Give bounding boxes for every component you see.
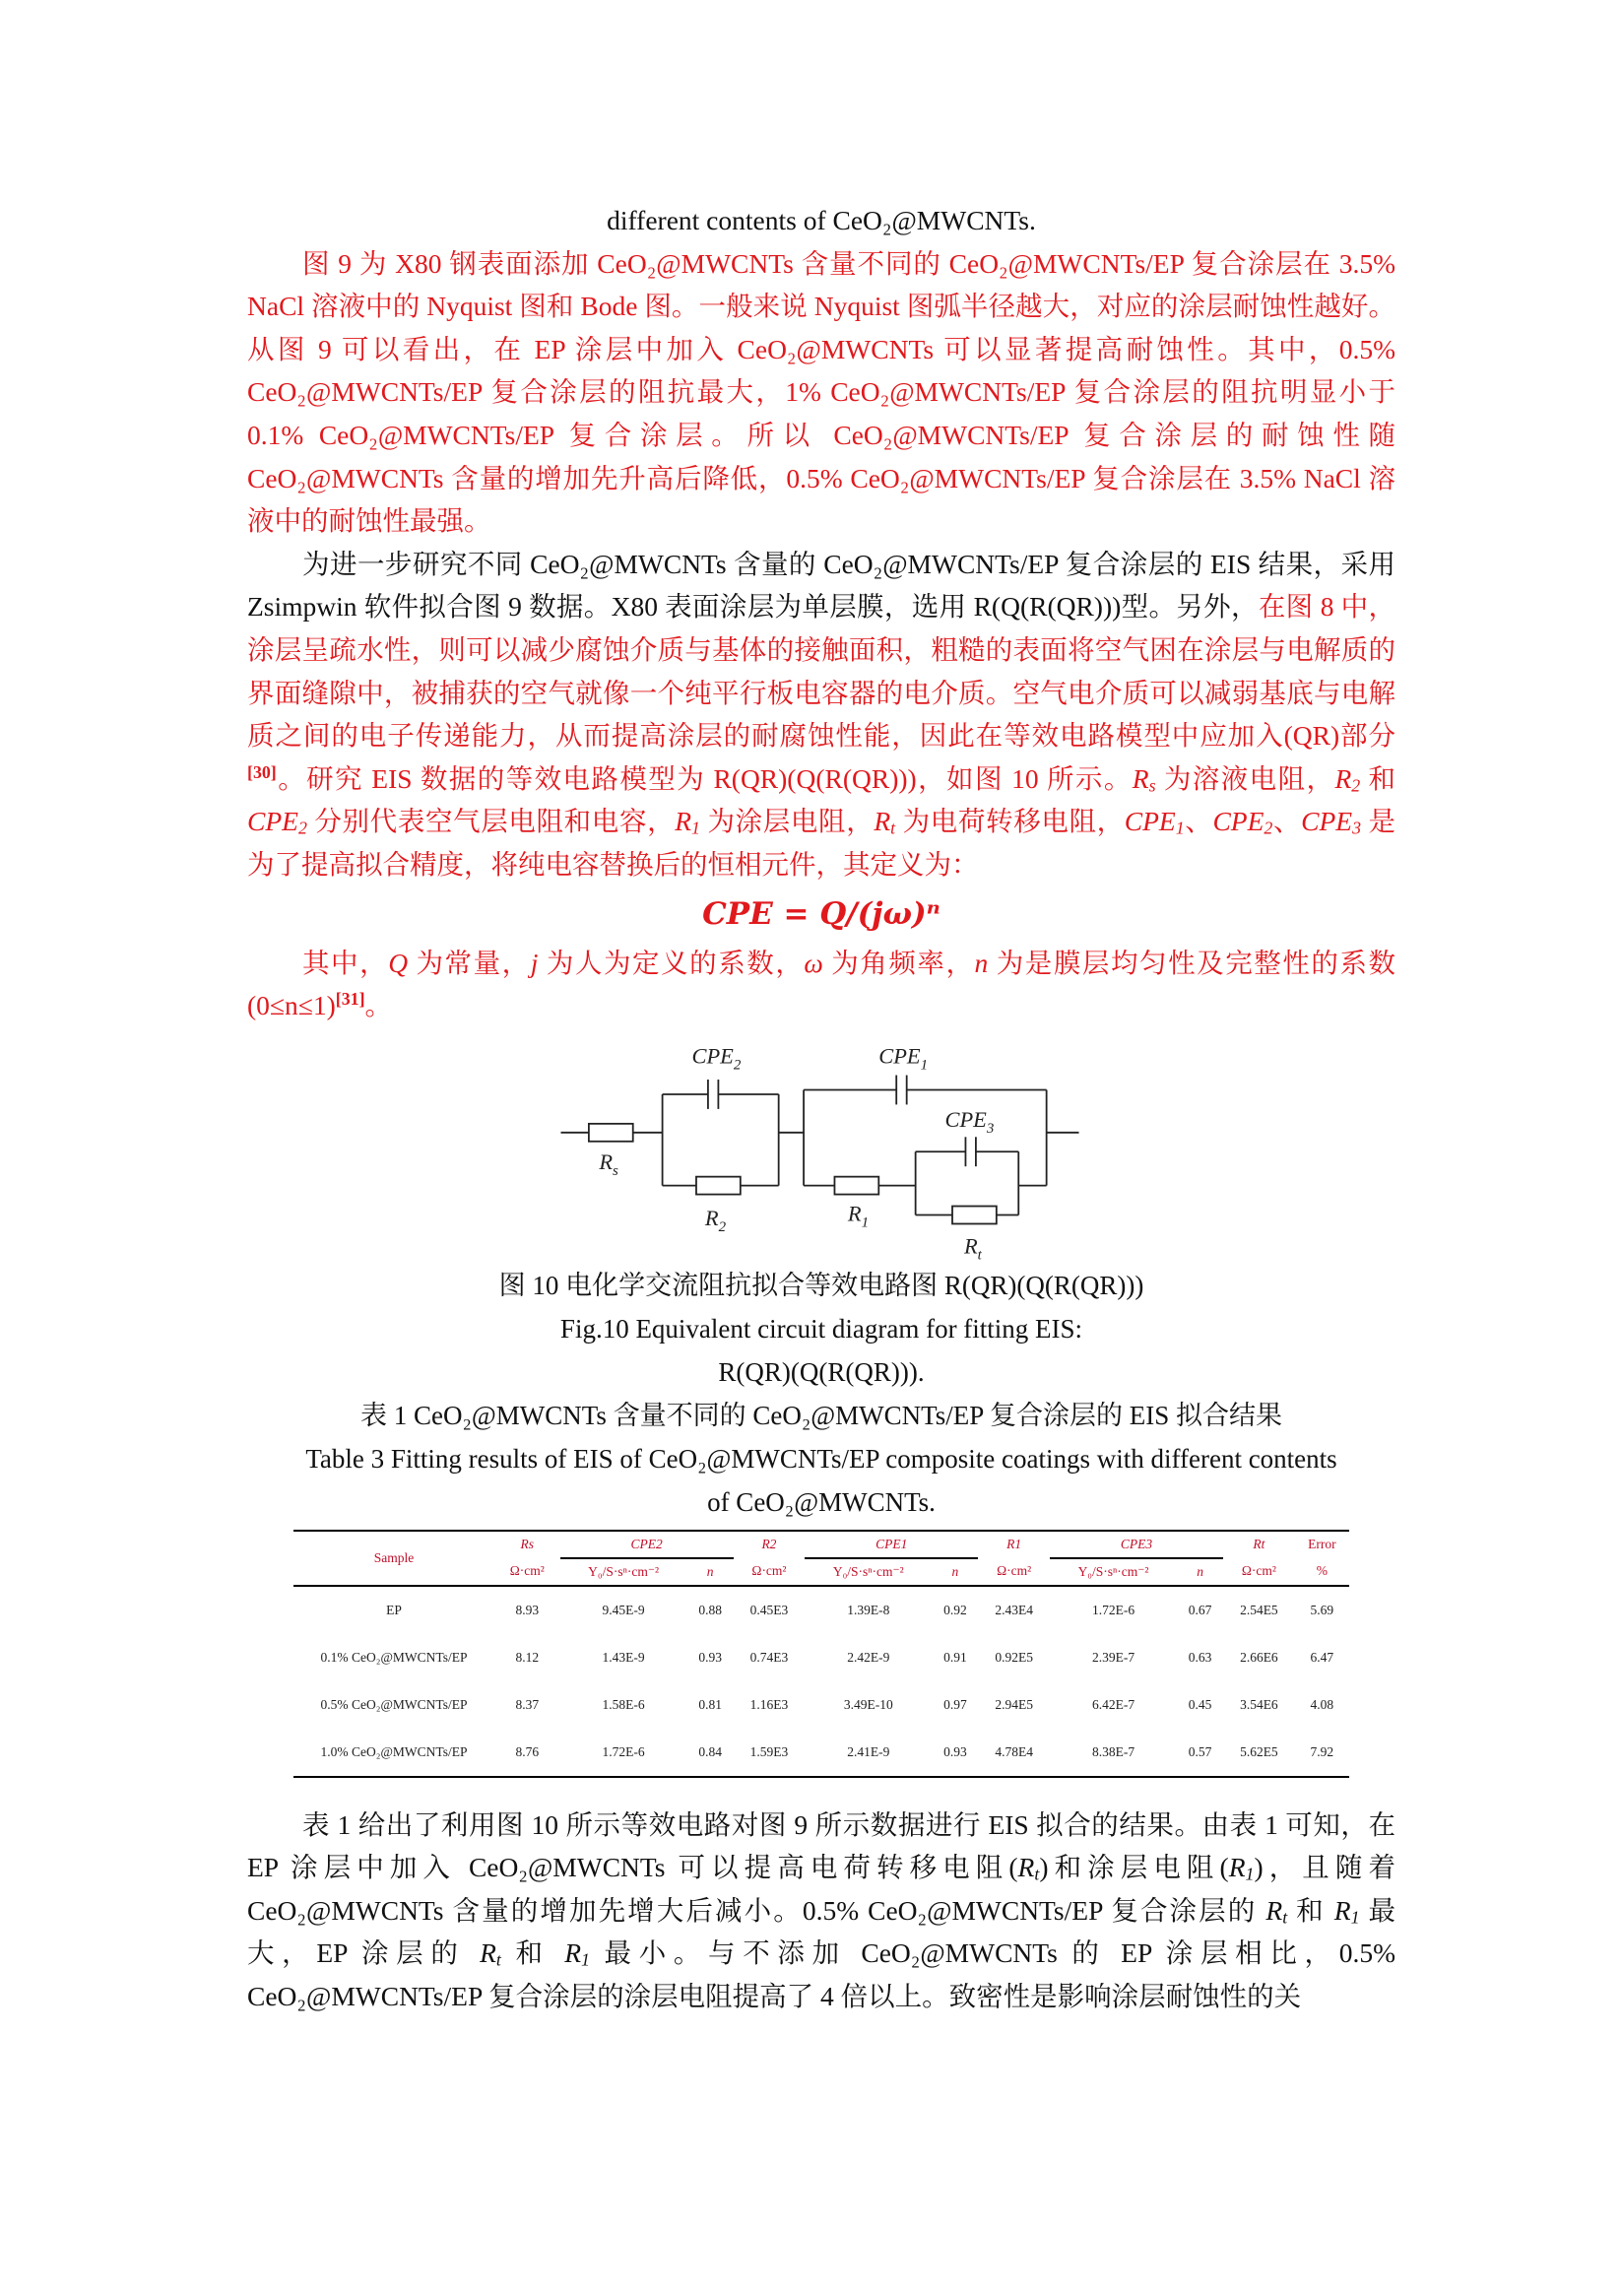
- text-run: 为涂层电阻，: [699, 806, 875, 837]
- text-run: 为电荷转移电阻，: [895, 806, 1125, 837]
- table-row: [293, 1729, 1349, 1777]
- header-sample: Sample: [293, 1531, 494, 1586]
- text-run: 为进一步研究不同 CeO₂@MWCNTs 含量的 CeO₂@MWCNTs/EP 复合涂层的 EIS 结果，采用 Zsimpwin 软件拟合图 9 数据。X80 表面涂层为单层膜，选用 R(Q(R(QR)))型。另外，: [247, 548, 1395, 623]
- header-cpe3: CPE3: [1050, 1531, 1223, 1558]
- value-cell: 0.84: [687, 1729, 734, 1777]
- unit-header: Ω·cm²: [1223, 1558, 1295, 1586]
- text-run: 为溶液电阻，: [1155, 762, 1335, 794]
- text-run: R: [874, 806, 891, 837]
- citation: [31]: [335, 989, 365, 1010]
- text-run: 1: [691, 818, 700, 838]
- text-run: j: [530, 947, 539, 978]
- eis-fitting-table: [293, 1530, 1349, 1778]
- value-cell: 2.39E-7: [1091, 1649, 1135, 1665]
- value-cell: 1.16E3: [749, 1696, 789, 1712]
- value-cell: 7.92: [1295, 1729, 1349, 1777]
- text-run: R: [1265, 1894, 1283, 1926]
- value-cell: 2.43E4: [995, 1602, 1033, 1617]
- text-run: 图 9 为 X80 钢表面添加 CeO₂@MWCNTs 含量不同的 CeO₂@MWCNTs/EP 复合涂层在 3.5% NaCl 溶液中的 Nyquist 图和 Bode 图。一般来说 Nyquist 图弧半径越大，对应的涂层耐蚀性越好。从图 9 可以看出，在 EP 涂层中加入 CeO₂@MWCNTs 可以显著提高耐蚀性。其中，0.5% CeO₂@MWCNTs/EP 复合涂层的阻抗最大，1% CeO₂@MWCNTs/EP 复合涂层的阻抗明显小于 0.1% CeO₂@MWCNTs/EP 复合涂层。所以 CeO₂@MWCNTs/EP 复合涂层的耐蚀性随 CeO₂@MWCNTs 含量的增加先升高后降低，0.5% CeO₂@MWCNTs/EP 复合涂层在 3.5% NaCl 溶液中的耐蚀性最强。: [247, 247, 1395, 537]
- text-run: R: [1017, 1852, 1035, 1883]
- text-run: )和涂层电阻(: [1039, 1852, 1229, 1883]
- text-run: 为常量，: [408, 947, 531, 978]
- value-cell: 1.39E-8: [847, 1602, 890, 1617]
- value-cell: 3.49E-10: [843, 1696, 893, 1712]
- header-r1: R1: [1006, 1537, 1022, 1552]
- value-cell: 2.94E5: [995, 1696, 1033, 1712]
- figure-caption-en: Fig.10 Equivalent circuit diagram for fitting EIS:: [559, 1313, 1083, 1344]
- header-error: Error: [1308, 1537, 1336, 1552]
- text-run: CPE: [1301, 806, 1353, 837]
- text-run: 2: [1351, 775, 1361, 796]
- text-run: CPE: [1212, 806, 1264, 837]
- text-run: R: [564, 1937, 582, 1969]
- value-cell: 0.92E5: [995, 1649, 1033, 1665]
- label-rs: $R_s$: [599, 1148, 618, 1179]
- header-r2: R2: [761, 1537, 777, 1552]
- value-cell: 0.57: [1177, 1729, 1223, 1777]
- document-page: [247, 199, 1395, 2018]
- text-run: 。研究 EIS 数据的等效电路模型为 R(QR)(Q(R(QR)))，如图 10 所示。: [276, 762, 1133, 794]
- value-cell: 8.76: [494, 1729, 560, 1777]
- value-cell: 8.93: [515, 1602, 540, 1617]
- value-cell: 2.41E-9: [805, 1729, 932, 1777]
- text-run: 。: [364, 990, 393, 1021]
- value-cell: 4.08: [1310, 1696, 1334, 1712]
- paragraph-definitions: [247, 942, 1395, 1027]
- value-cell: 1.59E3: [734, 1729, 806, 1777]
- citation: [30]: [247, 761, 277, 782]
- unit-header: n: [932, 1558, 978, 1586]
- resistor-rt: [952, 1206, 997, 1223]
- value-cell: 0.74E3: [749, 1649, 789, 1665]
- text-run: 在图 8 中，涂层呈疏水性，则可以减少腐蚀介质与基体的接触面积，粗糙的表面将空气困在涂层与电解质的界面缝隙中，被捕获的空气就像一个纯平行板电容器的电介质。空气电介质可以减弱基底与电解质之间的电子传递能力，从而提高涂层的耐腐蚀性能，因此在等效电路模型中应加入(QR)部分: [247, 591, 1395, 752]
- paragraph-nyquist: [247, 242, 1395, 543]
- value-cell: 0.81: [698, 1696, 722, 1712]
- label-cpe2: $CPE_2$: [691, 1043, 742, 1074]
- text-run: R: [1334, 762, 1352, 794]
- value-cell: 0.91: [943, 1649, 967, 1665]
- text-run: s: [1148, 775, 1156, 796]
- value-cell: 2.42E-9: [847, 1649, 890, 1665]
- text-run: 3: [1352, 818, 1361, 838]
- text-run: 1: [1245, 1864, 1255, 1884]
- value-cell: 6.42E-7: [1091, 1696, 1135, 1712]
- text-run: 和: [1287, 1894, 1334, 1926]
- figure-caption-en-2: R(QR)(Q(R(QR))).: [718, 1356, 925, 1387]
- value-cell: 0.93: [698, 1649, 722, 1665]
- table-caption-cn: 表 1 CeO₂@MWCNTs 含量不同的 CeO₂@MWCNTs/EP 复合涂层的 EIS 拟合结果: [359, 1400, 1283, 1430]
- text-run: t: [890, 818, 896, 838]
- text-run: R: [1228, 1852, 1246, 1883]
- cpe-equation: CPE = Q/(jω)ⁿ: [702, 895, 940, 932]
- value-cell: 2.54E5: [1240, 1602, 1278, 1617]
- paragraph-fitting: [247, 543, 1395, 886]
- text-run: 最大，EP 涂层的: [247, 1894, 1396, 1969]
- paragraph-table-discussion: [247, 1804, 1395, 2018]
- text-run: 、: [1272, 806, 1302, 837]
- value-cell: 8.37: [515, 1696, 540, 1712]
- unit-header: n: [1177, 1558, 1223, 1586]
- value-cell: 0.88: [698, 1602, 722, 1617]
- text-run: 其中，: [302, 947, 389, 978]
- text-run: 最小。与不添加 CeO₂@MWCNTs 的 EP 涂层相比，0.5% CeO₂@MWCNTs/EP 复合涂层的涂层电阻提高了 4 倍以上。致密性是影响涂层耐蚀性的关: [247, 1937, 1395, 2012]
- header-rs: Rs: [520, 1537, 534, 1552]
- table-row: [293, 1681, 1349, 1729]
- value-cell: 6.47: [1310, 1649, 1334, 1665]
- label-r1: $R_1$: [847, 1201, 870, 1231]
- value-cell: 0.67: [1188, 1602, 1212, 1617]
- table-caption-en: Table 3 Fitting results of EIS of CeO₂@MWCNTs/EP composite coatings with different contents: [305, 1443, 1337, 1474]
- value-cell: 9.45E-9: [602, 1602, 645, 1617]
- figure-caption-cn: 图 10 电化学交流阻抗拟合等效电路图 R(QR)(Q(R(QR))): [498, 1270, 1144, 1300]
- value-cell: 4.78E4: [978, 1729, 1050, 1777]
- text-run: ω: [804, 947, 823, 978]
- unit-header: Y₀/S·sⁿ·cm⁻²: [1050, 1558, 1177, 1586]
- text-run: 1: [1350, 1907, 1360, 1928]
- text-run: R: [1132, 762, 1149, 794]
- value-cell: 1.58E-6: [602, 1696, 645, 1712]
- text-run: 2: [1264, 818, 1273, 838]
- label-rt: $R_t$: [963, 1233, 982, 1264]
- label-r2: $R_2$: [704, 1205, 727, 1235]
- value-cell: 0.93: [932, 1729, 978, 1777]
- label-cpe3: $CPE_3$: [944, 1106, 995, 1137]
- previous-caption-tail: different contents of CeO₂@MWCNTs.: [607, 205, 1036, 235]
- value-cell: 0.45E3: [749, 1602, 789, 1617]
- text-run: )，且随着 CeO₂@MWCNTs 含量的增加先增大后减小。0.5% CeO₂@MWCNTs/EP 复合涂层的: [247, 1852, 1395, 1926]
- text-run: R: [675, 806, 692, 837]
- text-run: 为角频率，: [822, 947, 975, 978]
- header-rt: Rt: [1253, 1537, 1265, 1552]
- sample-cell: 0.1% CeO₂@MWCNTs/EP: [320, 1649, 468, 1665]
- header-cpe1: CPE1: [805, 1531, 978, 1558]
- text-run: R: [1333, 1894, 1351, 1926]
- text-run: t: [495, 1950, 501, 1971]
- text-run: 、: [1184, 806, 1213, 837]
- label-cpe1: $CPE_1$: [878, 1043, 929, 1074]
- table-row: [293, 1586, 1349, 1634]
- sample-cell: 0.5% CeO₂@MWCNTs/EP: [320, 1696, 468, 1712]
- text-run: t: [1282, 1907, 1288, 1928]
- value-cell: 5.69: [1310, 1602, 1334, 1617]
- text-run: CPE: [1124, 806, 1176, 837]
- table-row: [293, 1634, 1349, 1681]
- table-caption-en-2: of CeO₂@MWCNTs.: [707, 1486, 936, 1517]
- value-cell: 0.63: [1188, 1649, 1212, 1665]
- resistor-rs: [589, 1124, 633, 1142]
- unit-header: Ω·cm²: [978, 1558, 1050, 1586]
- value-cell: 3.54E6: [1240, 1696, 1278, 1712]
- resistor-r2: [696, 1176, 741, 1194]
- unit-header: Y₀/S·sⁿ·cm⁻²: [560, 1558, 687, 1586]
- text-run: 表 1 给出了利用图 10 所示等效电路对图 9 所示数据进行 EIS 拟合的结果。由表 1 可知，在 EP 涂层中加入 CeO₂@MWCNTs 可以提高电荷转移电阻(: [247, 1808, 1395, 1883]
- unit-header: Y₀/S·sⁿ·cm⁻²: [805, 1558, 932, 1586]
- unit-header: n: [687, 1558, 734, 1586]
- value-cell: 8.38E-7: [1050, 1729, 1177, 1777]
- header-cpe2: CPE2: [560, 1531, 734, 1558]
- text-run: R: [480, 1937, 496, 1969]
- text-run: 和: [500, 1937, 565, 1969]
- text-run: 为人为定义的系数，: [538, 947, 805, 978]
- resistor-r1: [834, 1176, 878, 1194]
- value-cell: 1.43E-9: [602, 1649, 645, 1665]
- unit-header: Ω·cm²: [494, 1558, 560, 1586]
- equivalent-circuit-diagram: [559, 1035, 1083, 1264]
- value-cell: 8.12: [515, 1649, 540, 1665]
- text-run: Q: [388, 947, 409, 978]
- text-run: n: [974, 947, 989, 978]
- text-run: 1: [1175, 818, 1185, 838]
- text-run: CPE: [247, 806, 298, 837]
- value-cell: 1.72E-6: [1091, 1602, 1135, 1617]
- value-cell: 0.92: [943, 1602, 967, 1617]
- unit-header: Ω·cm²: [734, 1558, 806, 1586]
- sample-cell: EP: [386, 1602, 402, 1617]
- unit-header: %: [1295, 1558, 1349, 1586]
- text-run: t: [1034, 1864, 1040, 1884]
- sample-cell: 1.0% CeO₂@MWCNTs/EP: [293, 1729, 494, 1777]
- text-run: 和: [1360, 762, 1396, 794]
- value-cell: 0.45: [1188, 1696, 1212, 1712]
- text-run: 为是膜层均匀性及完整性的系数(0≤n≤1): [247, 947, 1396, 1021]
- text-run: 1: [581, 1950, 590, 1971]
- value-cell: 5.62E5: [1223, 1729, 1295, 1777]
- value-cell: 2.66E6: [1240, 1649, 1278, 1665]
- text-run: 分别代表空气层电阻和电容，: [306, 806, 676, 837]
- value-cell: 0.97: [943, 1696, 967, 1712]
- text-run: 是 为了提高拟合精度，将纯电容替换后的恒相元件，其定义为：: [247, 806, 1396, 880]
- value-cell: 1.72E-6: [560, 1729, 687, 1777]
- text-run: 2: [297, 818, 307, 838]
